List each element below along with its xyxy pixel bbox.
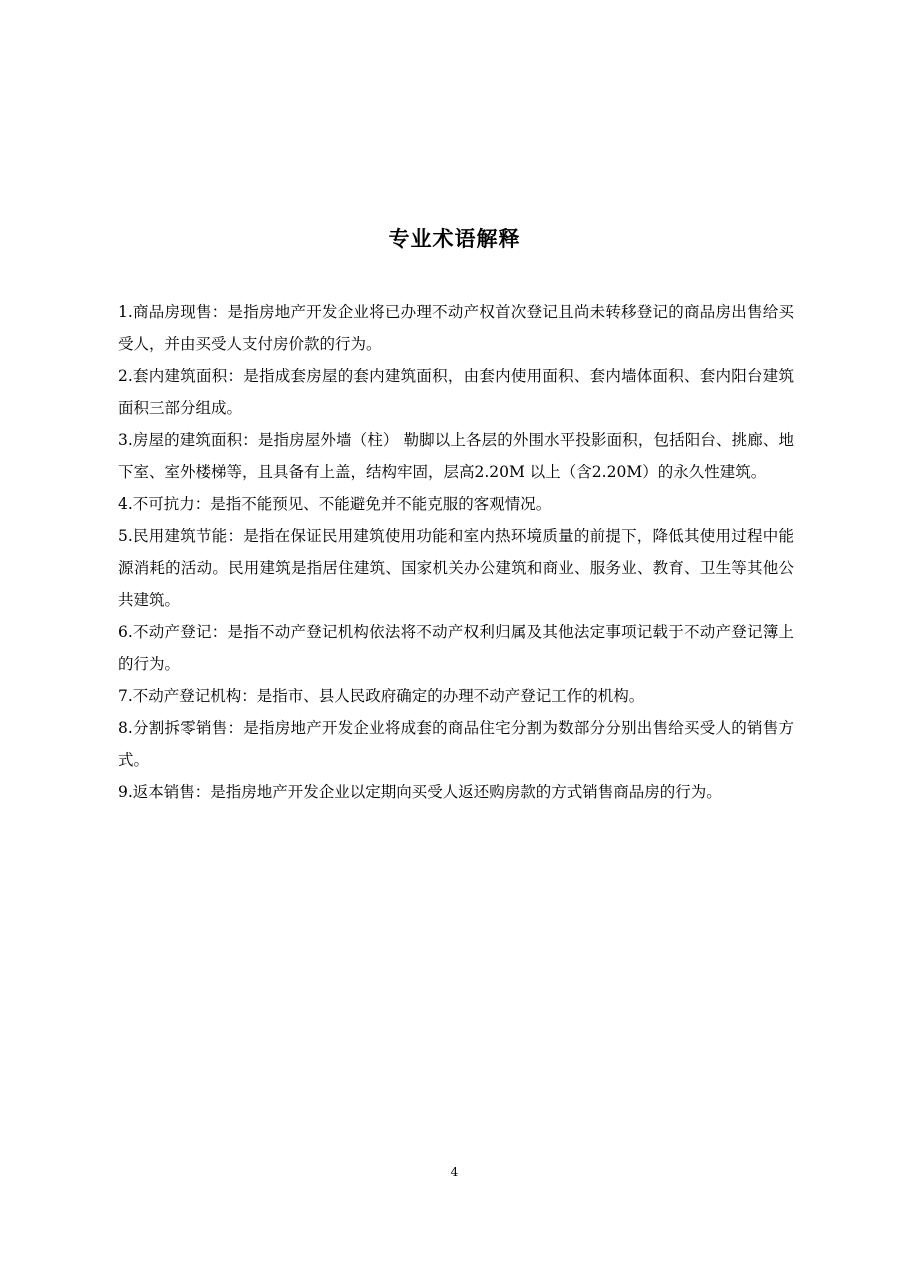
term-item-6: 6.不动产登记：是指不动产登记机构依法将不动产权利归属及其他法定事项记载于不动产登记簿上的行为。 (118, 623, 794, 673)
term-item-3: 3.房屋的建筑面积：是指房屋外墙（柱） 勒脚以上各层的外围水平投影面积，包括阳台、挑廊、地下室、室外楼梯等，且具备有上盖，结构牢固，层高2.20M 以上（含2.20M）的永久性建筑。 (118, 431, 794, 481)
term-item-4: 4.不可抗力：是指不能预见、不能避免并不能克服的客观情况。 (118, 495, 552, 513)
term-item-2: 2.套内建筑面积：是指成套房屋的套内建筑面积，由套内使用面积、套内墙体面积、套内阳台建筑面积三部分组成。 (118, 367, 794, 417)
term-item-9: 9.返本销售：是指房地产开发企业以定期向买受人返还购房款的方式销售商品房的行为。 (118, 783, 722, 801)
term-item-1: 1.商品房现售：是指房地产开发企业将已办理不动产权首次登记且尚未转移登记的商品房出售给买受人，并由买受人支付房价款的行为。 (118, 303, 794, 353)
terms-list (118, 296, 794, 808)
page-title: 专业术语解释 (388, 227, 521, 251)
term-item-8: 8.分割拆零销售：是指房地产开发企业将成套的商品住宅分割为数部分分别出售给买受人的销售方式。 (118, 719, 794, 769)
term-item-7: 7.不动产登记机构：是指市、县人民政府确定的办理不动产登记工作的机构。 (118, 687, 645, 705)
page-number: 4 (450, 1165, 459, 1179)
term-item-5: 5.民用建筑节能：是指在保证民用建筑使用功能和室内热环境质量的前提下，降低其使用过程中能源消耗的活动。民用建筑是指居住建筑、国家机关办公建筑和商业、服务业、教育、卫生等其他公共建筑。 (118, 527, 794, 609)
